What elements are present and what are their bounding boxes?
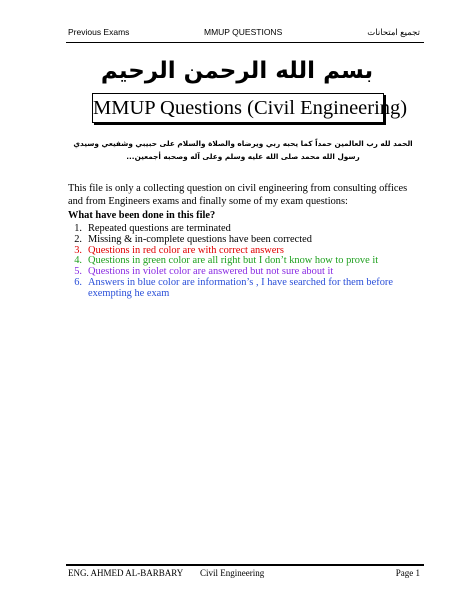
list-item-text: Questions in red color are with correct answers: [88, 244, 284, 256]
document-title: MMUP Questions (Civil Engineering): [92, 93, 384, 123]
list-item-text: Answers in blue color are information’s , I have searched for them before exempting he exam: [88, 276, 393, 299]
changes-list: [68, 224, 398, 300]
list-item-text: Repeated questions are terminated: [88, 223, 231, 234]
header-rule: [66, 42, 424, 43]
page-footer: [66, 568, 424, 582]
list-item-number-text: 1.: [74, 223, 82, 234]
footer-subject: Civil Engineering: [200, 568, 265, 578]
footer-page-number: Page 1: [395, 568, 420, 578]
list-item-number-text: 6.: [74, 276, 82, 288]
list-item-text: Questions in violet color are answered but not sure about it: [88, 266, 334, 278]
footer-author: ENG. AHMED AL-BARBARY: [68, 568, 184, 578]
arabic-opening-paragraph: الحمد لله رب العالمين حمداً كما يحبه ربي ويرضاه والصلاة والسلام على حبيبي وشفيعي وسيدي رسول الله محمد صلى الله عليه وسلم وعلى آله وصحبه أجمعين...: [73, 139, 413, 161]
list-item-number-text: 2.: [74, 233, 82, 245]
basmala: بسم الله الرحمن الرحيم: [100, 58, 374, 84]
list-item-text: Questions in green color are all right but I don’t know how to prove it: [88, 255, 379, 267]
page-header: [66, 27, 424, 41]
header-center: MMUP QUESTIONS: [204, 27, 283, 37]
list-item-number-text: 3.: [74, 244, 82, 256]
header-right: تجميع امتحانات: [367, 27, 420, 37]
list-item-text: Missing & in-complete questions have been corrected: [88, 233, 312, 245]
section-heading: What have been done in this file?: [68, 210, 216, 221]
header-left: Previous Exams: [68, 27, 130, 37]
list-item-number-text: 5.: [74, 266, 82, 278]
list-item-number-text: 4.: [74, 255, 82, 267]
intro-paragraph: This file is only a collecting question on civil engineering from consulting offices and from Engineers exams and finally some of my exam questions:: [68, 183, 408, 207]
footer-rule: [66, 564, 424, 566]
list-item: [68, 278, 398, 300]
